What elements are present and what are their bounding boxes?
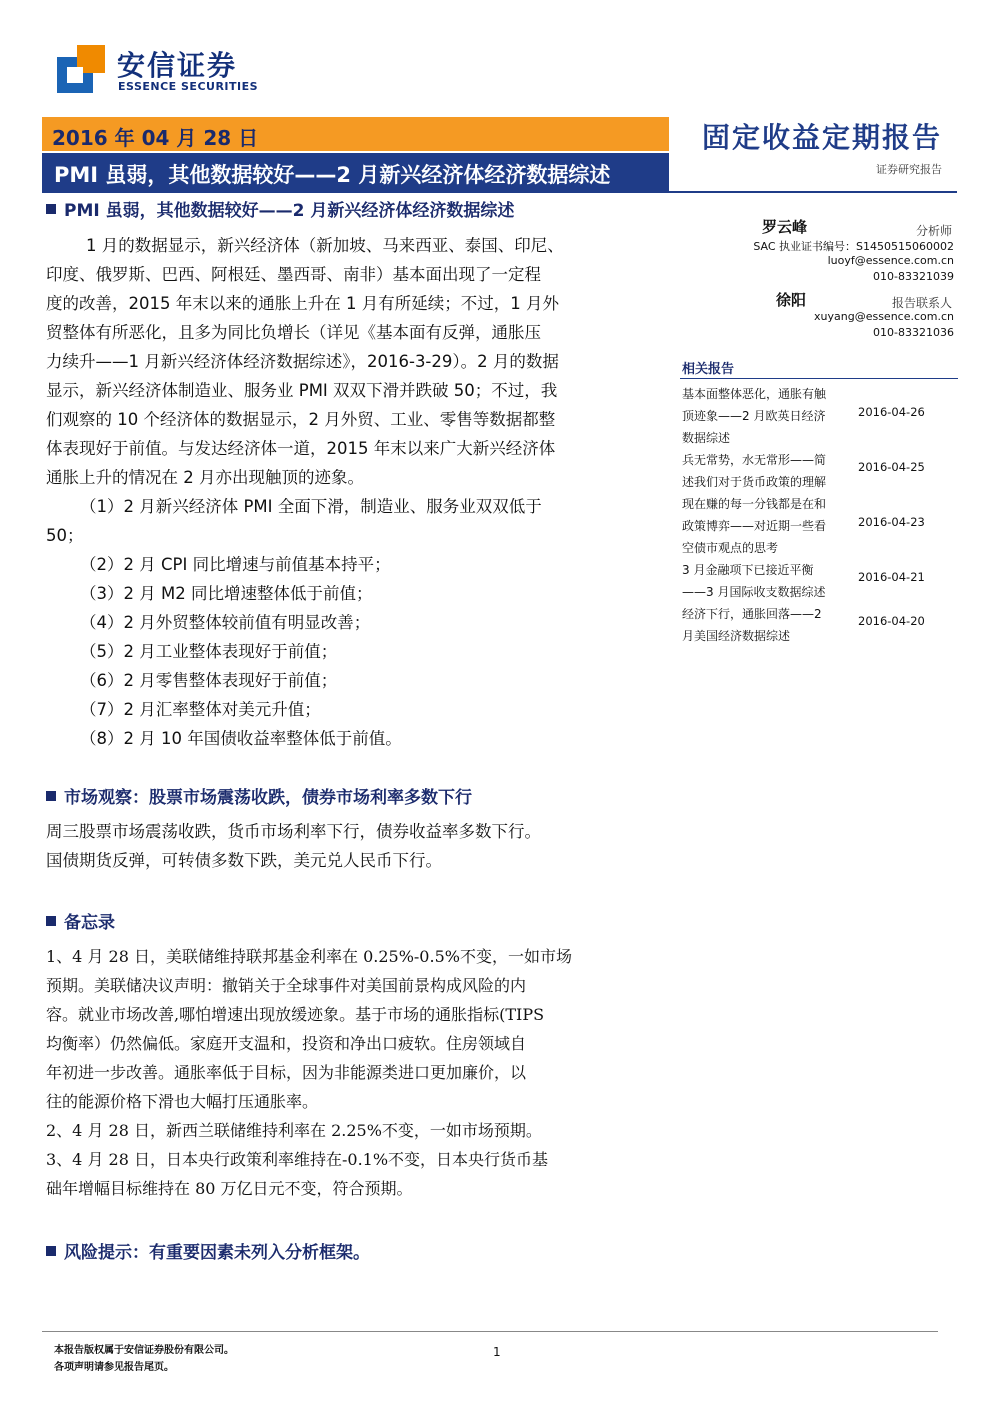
- section-body-market: [46, 817, 656, 875]
- text-line: 3、4 月 28 日，日本央行政策利率维持在-0.1%不变，日本央行货币基: [46, 1150, 549, 1169]
- report-type: 固定收益定期报告: [701, 121, 942, 154]
- report-subtype: 证券研究报告: [876, 163, 942, 176]
- footer-copyright: 本报告版权属于安信证券股份有限公司。: [54, 1345, 234, 1356]
- page-number: 1: [493, 1345, 501, 1359]
- related-reports-title: 相关报告: [682, 362, 735, 377]
- related-report-item[interactable]: 3 月金融项下已接近平衡 ——3 月国际收支数据综述: [682, 563, 826, 599]
- contact-phone: 010-83321036: [873, 326, 954, 339]
- related-report-date: 2016-04-21: [858, 570, 925, 584]
- list-item: （8）2 月 10 年国债收益率整体低于前值。: [80, 729, 402, 748]
- related-report-date: 2016-04-25: [858, 460, 925, 474]
- section-heading-memo: 备忘录: [46, 908, 115, 933]
- section-body-memo: [46, 942, 656, 1203]
- list-item: （4）2 月外贸整体较前值有明显改善；: [80, 613, 371, 632]
- text-line: 国债期货反弹，可转债多数下跌，美元兑人民币下行。: [46, 851, 442, 870]
- related-report-date: 2016-04-23: [858, 515, 925, 529]
- list-item: （3）2 月 M2 同比增速整体低于前值；: [80, 584, 373, 603]
- text-line: 容。就业市场改善,哪怕增速出现放缓迹象。基于市场的通胀指标(TIPS: [46, 1005, 545, 1024]
- text-line: 印度、俄罗斯、巴西、阿根廷、墨西哥、南非）基本面出现了一定程: [46, 265, 541, 284]
- list-item: （5）2 月工业整体表现好于前值；: [80, 642, 338, 661]
- brand-name-cn: 安信证券: [117, 49, 238, 82]
- related-report-item[interactable]: 基本面整体恶化，通胀有触 顶迹象——2 月欧英日经济 数据综述: [682, 387, 827, 445]
- text-line: 周三股票市场震荡收跌，货币市场利率下行，债券收益率多数下行。: [46, 822, 541, 841]
- text-line: 均衡率）仍然偏低。家庭开支温和，投资和净出口疲软。住房领域自: [46, 1034, 527, 1053]
- contact-role: 报告联系人: [891, 296, 952, 310]
- list-item: （1）2 月新兴经济体 PMI 全面下滑，制造业、服务业双双低于: [80, 497, 542, 516]
- text-line: 力续升——1 月新兴经济体经济数据综述》，2016-3-29）。2 月的数据: [46, 352, 559, 371]
- text-line: 贸整体有所恶化，且多为同比负增长（详见《基本面有反弹，通胀压: [46, 323, 541, 342]
- related-report-item[interactable]: 现在赚的每一分钱都是在和 政策博弈——对近期一些看 空债市观点的思考: [682, 497, 827, 555]
- text-line: 体表现好于前值。与发达经济体一道，2015 年末以来广大新兴经济体: [46, 439, 556, 458]
- text-line: 度的改善，2015 年末以来的通胀上升在 1 月有所延续；不过，1 月外: [46, 294, 559, 313]
- analyst-email: luoyf@essence.com.cn: [827, 254, 954, 267]
- report-date: 2016 年 04 月 28 日: [52, 126, 259, 150]
- bullet-square-icon: [46, 916, 56, 926]
- section-heading-risk: 风险提示：有重要因素未列入分析框架。: [46, 1238, 370, 1263]
- list-item: （6）2 月零售整体表现好于前值；: [80, 671, 338, 690]
- section-heading-pmi: PMI 虽弱，其他数据较好——2 月新兴经济体经济数据综述: [46, 196, 514, 221]
- list-item: （7）2 月汇率整体对美元升值；: [80, 700, 321, 719]
- text-line: 础年增幅目标维持在 80 万亿日元不变，符合预期。: [46, 1179, 413, 1198]
- text-line: 预期。美联储决议声明：撤销关于全球事件对美国前景构成风险的内: [46, 976, 527, 995]
- related-divider: [680, 378, 958, 379]
- report-title: PMI 虽弱，其他数据较好——2 月新兴经济体经济数据综述: [54, 163, 611, 187]
- list-item: 50；: [46, 526, 84, 545]
- analyst-role: 分析师: [915, 224, 952, 238]
- footer-disclaimer: 各项声明请参见报告尾页。: [54, 1362, 174, 1373]
- related-report-date: 2016-04-26: [858, 405, 925, 419]
- footer-divider: [42, 1331, 938, 1332]
- analyst-phone: 010-83321039: [873, 270, 954, 283]
- related-report-date: 2016-04-20: [858, 614, 925, 628]
- essence-logo-icon: [57, 45, 105, 93]
- analyst-sac-id: SAC 执业证书编号：S1450515060002: [753, 240, 954, 253]
- text-line: 通胀上升的情况在 2 月亦出现触顶的迹象。: [46, 468, 364, 487]
- text-line: 1 月的数据显示，新兴经济体（新加坡、马来西亚、泰国、印尼、: [86, 236, 564, 255]
- list-item: （2）2 月 CPI 同比增速与前值基本持平；: [80, 555, 391, 574]
- bullet-square-icon: [46, 791, 56, 801]
- brand-name-en: ESSENCE SECURITIES: [118, 80, 259, 93]
- related-report-item[interactable]: 经济下行，通胀回落——2 月美国经济数据综述: [682, 607, 822, 643]
- header-divider: [669, 191, 957, 193]
- bullet-square-icon: [46, 204, 56, 214]
- text-line: 显示，新兴经济体制造业、服务业 PMI 双双下滑并跌破 50；不过，我: [46, 381, 558, 400]
- bullet-square-icon: [46, 1246, 56, 1256]
- text-line: 往的能源价格下滑也大幅打压通胀率。: [46, 1092, 319, 1111]
- contact-name: 徐阳: [776, 291, 807, 309]
- section-heading-market: 市场观察：股票市场震荡收跌，债券市场利率多数下行: [46, 783, 472, 808]
- contact-email: xuyang@essence.com.cn: [814, 310, 954, 323]
- analyst-name: 罗云峰: [762, 218, 808, 236]
- section-body-pmi: [46, 231, 656, 753]
- text-line: 2、4 月 28 日，新西兰联储维持利率在 2.25%不变，一如市场预期。: [46, 1121, 542, 1140]
- related-report-item[interactable]: 兵无常势，水无常形——简 述我们对于货币政策的理解: [682, 453, 827, 489]
- text-line: 1、4 月 28 日，美联储维持联邦基金利率在 0.25%-0.5%不变，一如市场: [46, 947, 572, 966]
- text-line: 们观察的 10 个经济体的数据显示，2 月外贸、工业、零售等数据都整: [46, 410, 556, 429]
- text-line: 年初进一步改善。通胀率低于目标，因为非能源类进口更加廉价，以: [46, 1063, 527, 1082]
